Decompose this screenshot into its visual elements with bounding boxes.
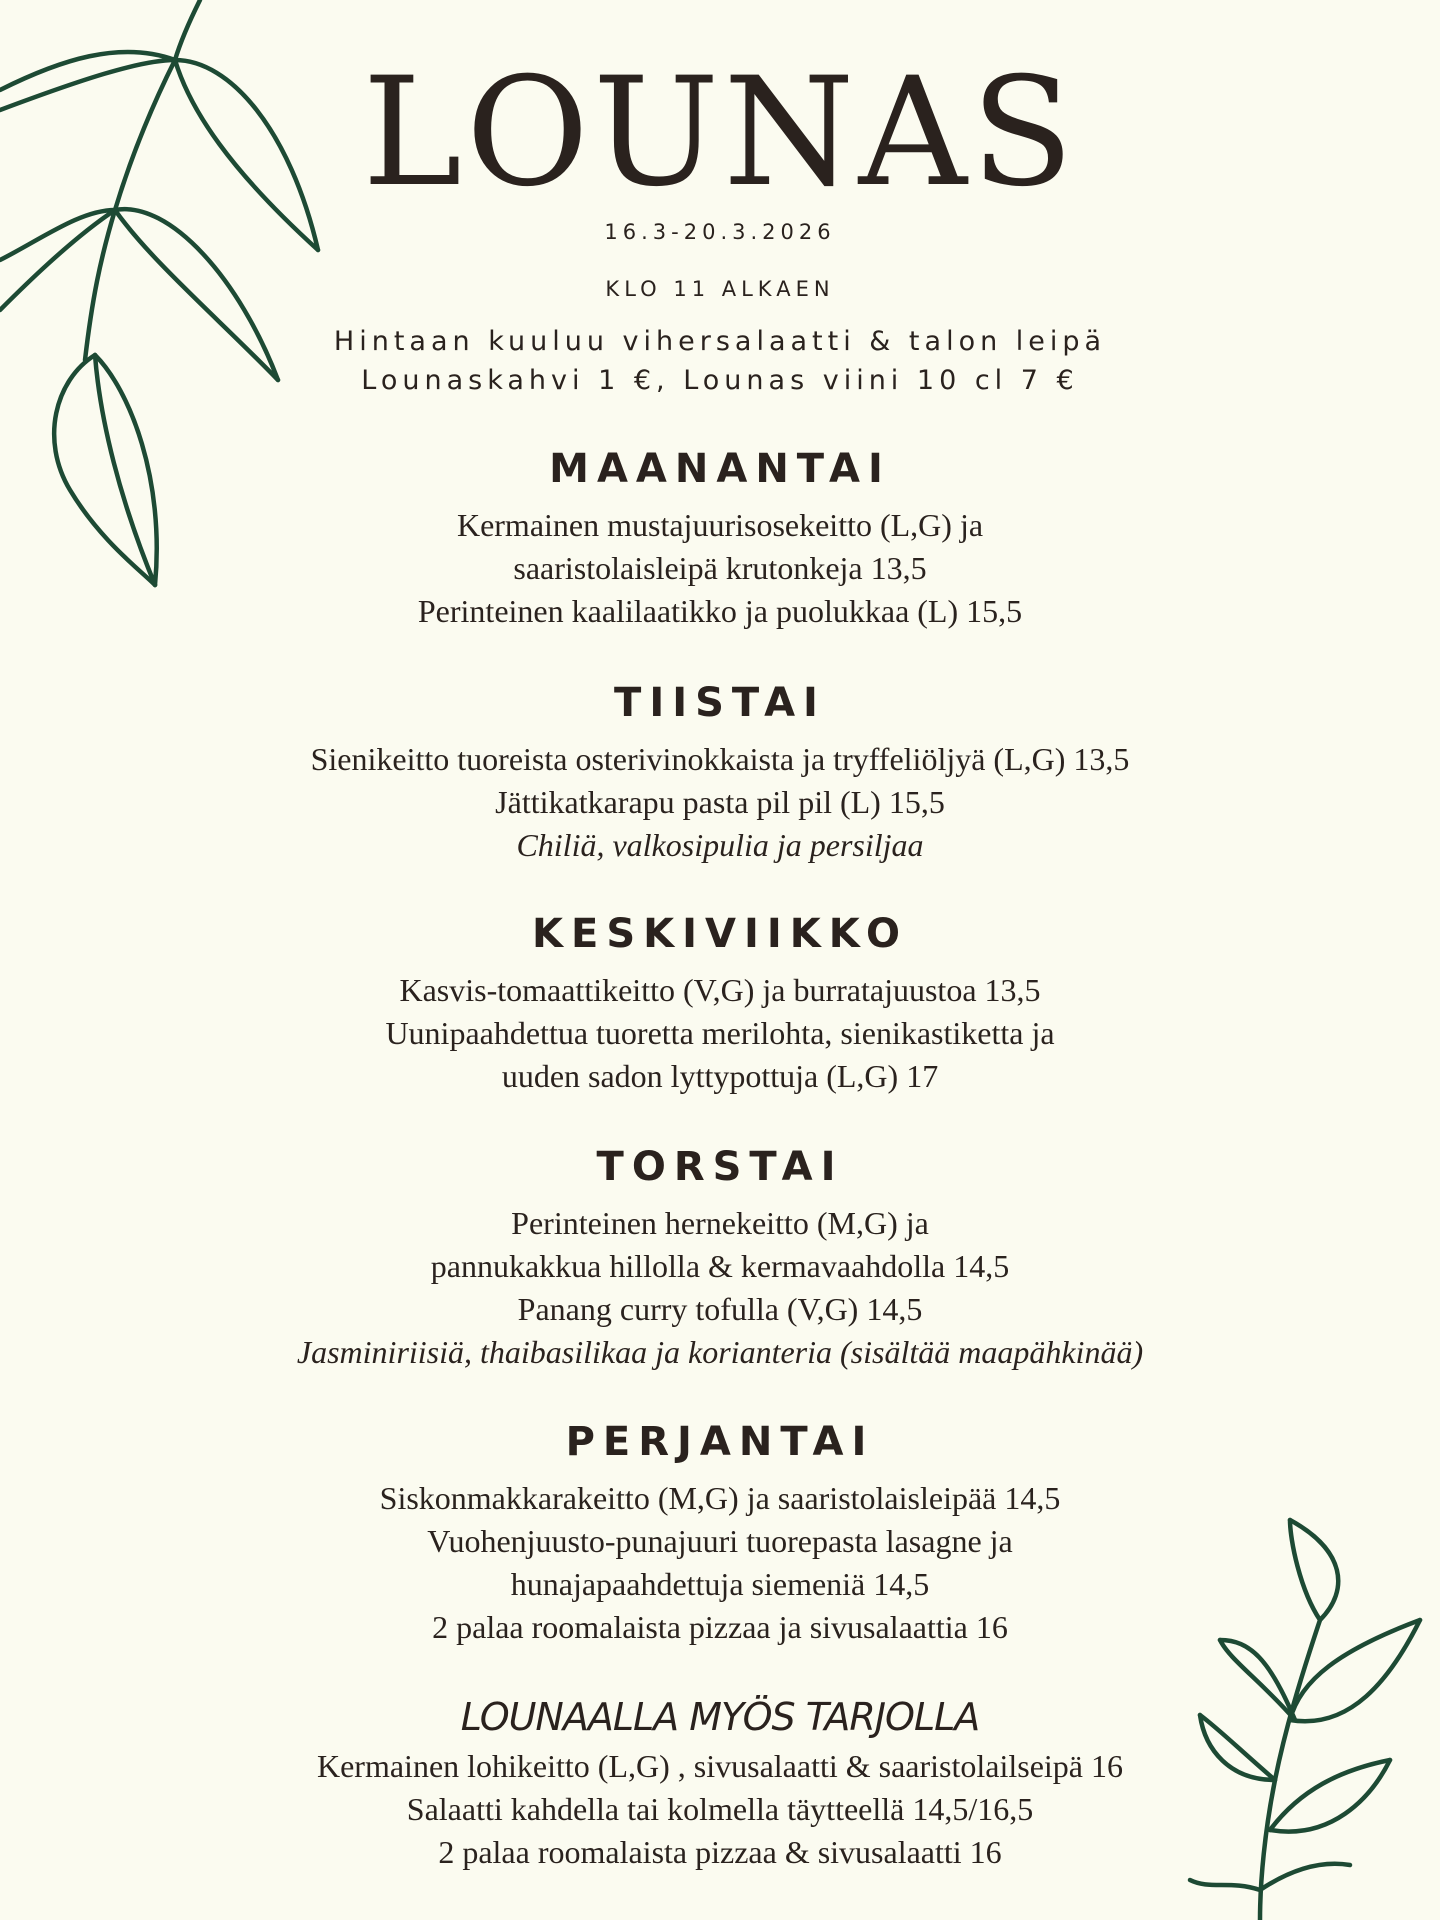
opening-time: KLO 11 ALKAEN: [605, 277, 835, 301]
menu-line: Sienikeitto tuoreista osterivinokkaista ja tryffeliöljyä (L,G) 13,5: [310, 741, 1130, 777]
menu-line: Vuohenjuusto-punajuuri tuorepasta lasagne ja: [427, 1523, 1013, 1559]
day-section-tuesday: [0, 678, 1440, 867]
day-section-thursday: [0, 1142, 1440, 1374]
page-title: LOUNAS: [362, 46, 1078, 220]
menu-line: hunajapaahdettuja siemeniä 14,5: [510, 1566, 930, 1602]
date-range: 16.3-20.3.2026: [604, 220, 836, 244]
menu-line: Salaatti kahdella tai kolmella täytteellä 14,5/16,5: [406, 1791, 1034, 1827]
menu-line: 2 palaa roomalaista pizzaa ja sivusalaattia 16: [432, 1609, 1008, 1645]
menu-line: pannukakkua hillolla & kermavaahdolla 14,5: [430, 1248, 1010, 1284]
menu-line: 2 palaa roomalaista pizzaa & sivusalaatti 16: [438, 1834, 1002, 1870]
menu-line: Kermainen mustajuurisosekeitto (L,G) ja: [456, 507, 984, 543]
day-title: MAANANTAI: [549, 446, 891, 492]
day-title: KESKIVIIKKO: [532, 911, 908, 957]
menu-line: Panang curry tofulla (V,G) 14,5: [517, 1291, 923, 1327]
day-section-wednesday: [0, 909, 1440, 1098]
day-section-monday: [0, 444, 1440, 633]
menu-line: Perinteinen kaalilaatikko ja puolukkaa (L) 15,5: [417, 593, 1023, 629]
menu-line-note: Jasminiriisiä, thaibasilikaa ja korianteria (sisältää maapähkinää): [296, 1334, 1144, 1370]
day-section-friday: [0, 1417, 1440, 1649]
price-info: [0, 322, 1440, 400]
menu-line: Uunipaahdettua tuoretta merilohta, sienikastiketta ja: [385, 1015, 1055, 1051]
day-title: PERJANTAI: [565, 1419, 875, 1465]
menu-line: Siskonmakkarakeitto (M,G) ja saaristolaisleipää 14,5: [379, 1480, 1061, 1516]
extra-title: LOUNAALLA MYÖS TARJOLLA: [460, 1695, 980, 1739]
menu-line: saaristolaisleipä krutonkeja 13,5: [513, 550, 927, 586]
day-title: TIISTAI: [614, 680, 826, 726]
menu-line-note: Chiliä, valkosipulia ja persiljaa: [516, 827, 924, 863]
extra-section: [0, 1693, 1440, 1874]
menu-line: Kasvis-tomaattikeitto (V,G) ja burratajuustoa 13,5: [399, 972, 1041, 1008]
price-info-line: Lounaskahvi 1 €, Lounas viini 10 cl 7 €: [361, 365, 1079, 396]
menu-line: uuden sadon lyttypottuja (L,G) 17: [501, 1058, 939, 1094]
menu-line: Kermainen lohikeitto (L,G) , sivusalaatti & saaristolailseipä 16: [316, 1748, 1123, 1784]
day-title: TORSTAI: [596, 1144, 844, 1190]
price-info-line: Hintaan kuuluu vihersalaatti & talon leipä: [333, 326, 1107, 357]
menu-line: Perinteinen hernekeitto (M,G) ja: [511, 1205, 929, 1241]
menu-line: Jättikatkarapu pasta pil pil (L) 15,5: [495, 784, 945, 820]
